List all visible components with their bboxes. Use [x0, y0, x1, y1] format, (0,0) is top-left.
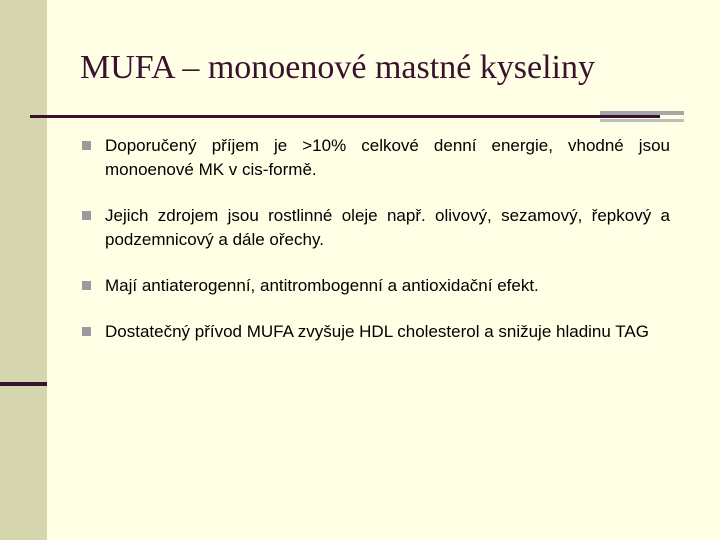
square-bullet-icon — [82, 327, 91, 336]
square-bullet-icon — [82, 141, 91, 150]
bullet-item — [80, 274, 670, 298]
bullet-item — [80, 134, 670, 182]
left-sidebar-bar — [0, 0, 47, 540]
bullet-item — [80, 320, 670, 344]
title-divider-accent-top — [600, 111, 684, 115]
bullet-text: Mají antiaterogenní, antitrombogenní a antioxidační efekt. — [105, 276, 539, 295]
bullet-text: Doporučený příjem je >10% celkové denní energie, vhodné jsou monoenové MK v cis-formě. — [105, 136, 670, 179]
bullet-item — [80, 204, 670, 252]
title-divider-accent-bottom — [600, 119, 684, 122]
bullet-text: Dostatečný přívod MUFA zvyšuje HDL cholesterol a snižuje hladinu TAG — [105, 322, 649, 341]
square-bullet-icon — [82, 281, 91, 290]
title-divider — [30, 115, 660, 118]
bullet-list — [80, 134, 670, 366]
slide-title: MUFA – monoenové mastné kyseliny — [80, 49, 595, 86]
bullet-text: Jejich zdrojem jsou rostlinné oleje např. olivový, sezamový, řepkový a podzemnicový a dále ořechy. — [105, 206, 670, 249]
left-sidebar-accent — [0, 382, 47, 386]
square-bullet-icon — [82, 211, 91, 220]
